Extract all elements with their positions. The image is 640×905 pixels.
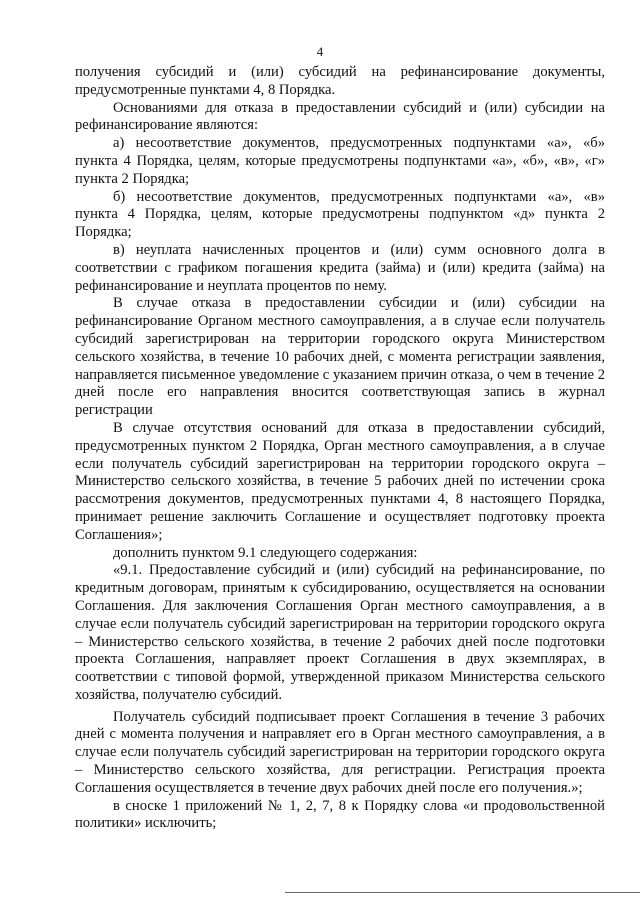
paragraph-refusal-case: В случае отказа в предоставлении субсидии и (или) субсидии на рефинансирование Органом местного самоуправления, а в случае если получатель субсидий зарегистрирован на территории городского округа Министерством сельского хозяйства, в течение 10 рабочих дней, с момента регистрации заявления, направляется письменное уведомление с указанием причин отказа, о чем в течение 2 дней после его направления вносится соответствующая запись в журнал регистрации <box>75 295 605 419</box>
page-bottom-divider <box>285 892 640 893</box>
paragraph-footnote-change: в сноске 1 приложений № 1, 2, 7, 8 к Порядку слова «и продовольственной политики» исключить; <box>75 797 605 832</box>
paragraph-no-grounds-case: В случае отсутствия оснований для отказа в предоставлении субсидий, предусмотренных пунктом 2 Порядка, Орган местного самоуправления, а в случае если получатель субсидий зарегистрирован на территории городского округа – Министерство сельского хозяйства, в течение 5 рабочих дней по истечении срока рассмотрения документов, предусмотренных пунктами 4, 8 настоящего Порядка, принимает решение заключить Соглашение и осуществляет подготовку проекта Соглашения»; <box>75 419 605 543</box>
paragraph-recipient-signs: Получатель субсидий подписывает проект Соглашения в течение 3 рабочих дней с момента получения и направляет его в Орган местного самоуправления, а в случае если получатель субсидий зарегистрирован на территории городского округа – Министерство сельского хозяйства, для регистрации. Регистрация проекта Соглашения осуществляется в течение двух рабочих дней после его получения.»; <box>75 708 605 796</box>
list-item-b: б) несоответствие документов, предусмотренных подпунктами «а», «в» пункта 4 Порядка, целям, которые предусмотрены подпунктом «д» пункта 2 Порядка; <box>75 188 605 241</box>
list-item-a: а) несоответствие документов, предусмотренных подпунктами «а», «б» пункта 4 Порядка, целям, которые предусмотрены подпунктами «а», «б», «в», «г» пункта 2 Порядка; <box>75 135 605 187</box>
paragraph-point-9-1: «9.1. Предоставление субсидий и (или) субсидий на рефинансирование, по кредитным договорам, принятым к субсидированию, осуществляется на основании Соглашения. Для заключения Соглашения Орган местного самоуправления, а в случае если получатель субсидий зарегистрирован на территории городского округа – Министерство сельского хозяйства, в течение 2 рабочих дней после подготовки проекта Соглашения, направляет проект Соглашения в двух экземплярах, в соответствии с типовой формой, утвержденной приказом Министерства сельского хозяйства, получателю субсидий. <box>75 562 605 703</box>
page-number: 4 <box>316 44 324 59</box>
list-item-v: в) неуплата начисленных процентов и (или) сумм основного долга в соответствии с графиком погашения кредита (займа) и (или) кредита (займа) на рефинансирование и неуплата процентов по нему. <box>75 241 605 294</box>
paragraph-continuation: получения субсидий и (или) субсидий на рефинансирование документы, предусмотренные пунктами 4, 8 Порядка. <box>75 64 605 98</box>
paragraph-refusal-grounds: Основаниями для отказа в предоставлении субсидий и (или) субсидии на рефинансирование являются: <box>75 99 605 134</box>
paragraph-add-point: дополнить пунктом 9.1 следующего содержания: <box>113 544 418 561</box>
document-body <box>75 64 605 833</box>
